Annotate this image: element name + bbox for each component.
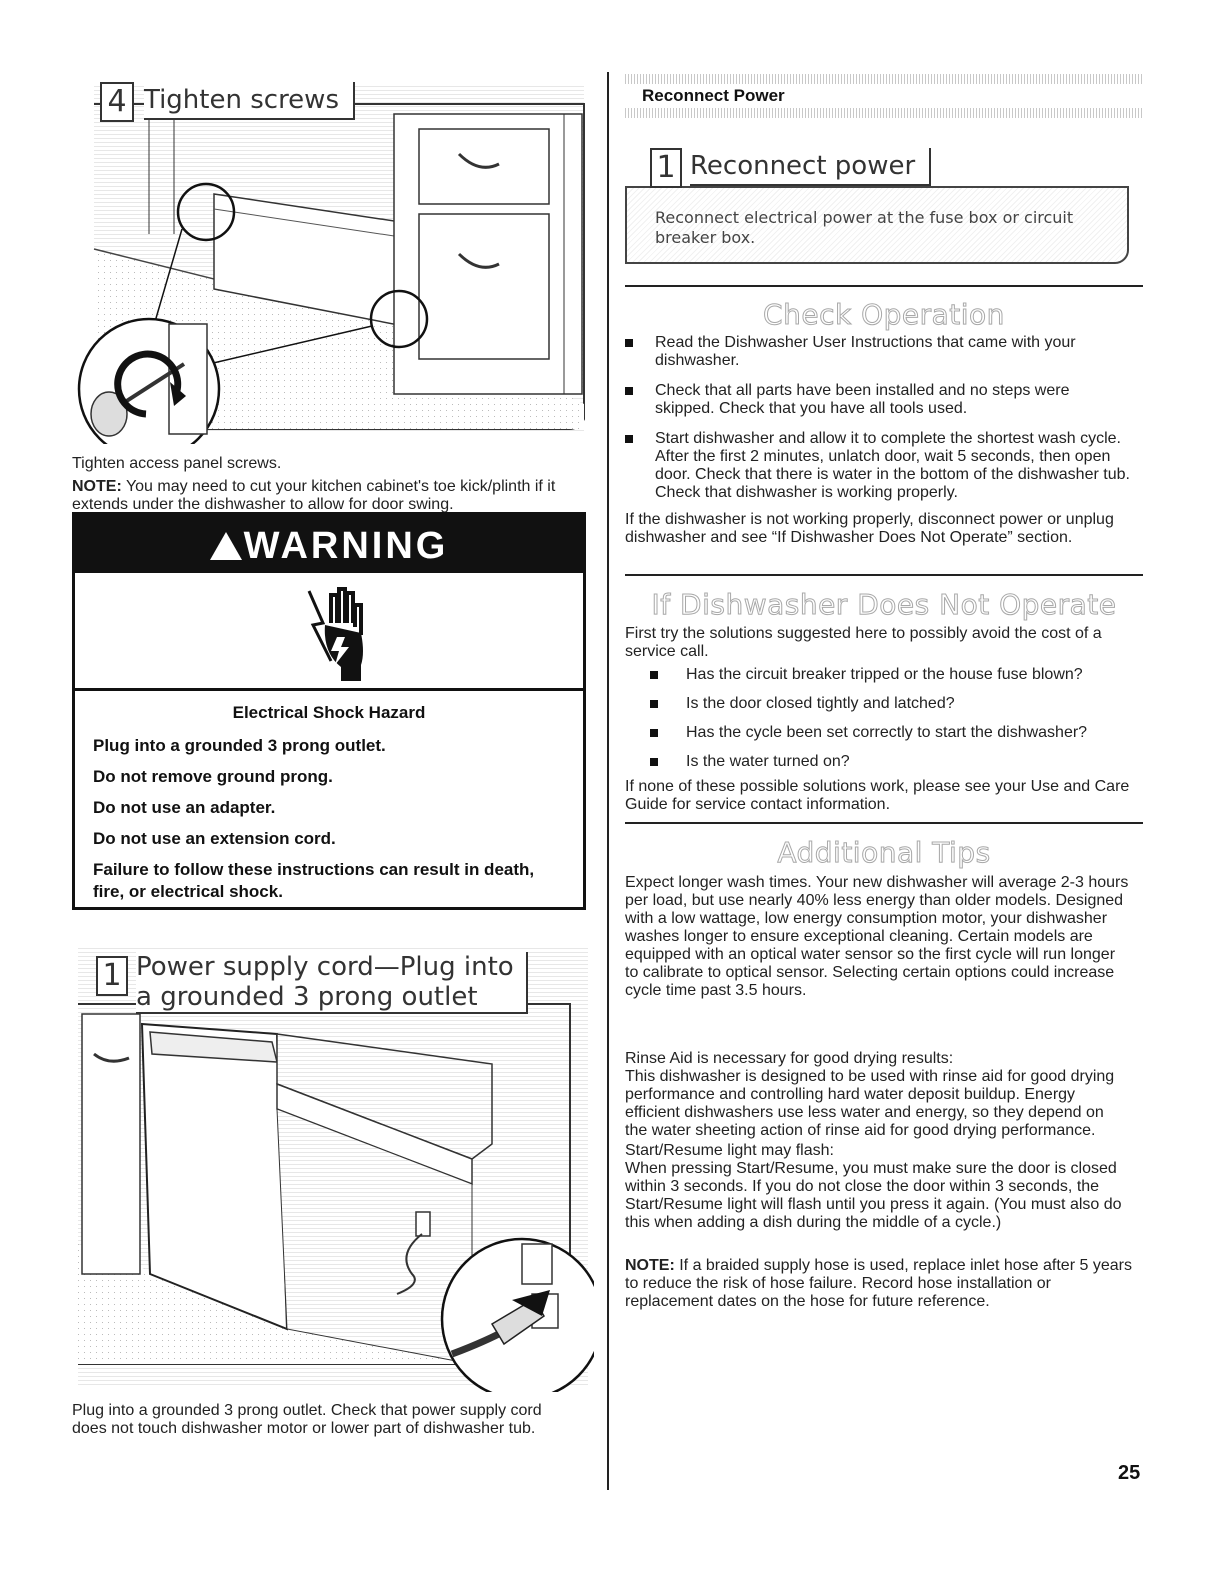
warning-line: Do not remove ground prong.	[93, 767, 333, 786]
check-operation-heading: Check Operation	[763, 298, 1005, 331]
column-divider	[607, 72, 609, 1490]
hazard-title: Electrical Shock Hazard	[232, 703, 426, 722]
divider-check-operation	[625, 285, 1143, 287]
step-1-power-cord-title	[96, 952, 528, 1014]
list-item: Check that all parts have been installed and no steps were skipped. Check that you have all tools used.	[625, 382, 1130, 418]
electrical-shock-warning	[72, 512, 586, 910]
warning-line: Do not use an adapter.	[93, 798, 276, 817]
reconnect-step-title	[650, 148, 931, 188]
tips-start-resume-title: Start/Resume light may flash:	[625, 1142, 834, 1159]
step-4-title	[100, 82, 355, 122]
step-1-caption: Plug into a grounded 3 prong outlet. Check that power supply cord does not touch dishwasher motor or lower part of dishwasher tub.	[72, 1402, 542, 1437]
list-item: Has the cycle been set correctly to start the dishwasher?	[650, 724, 1140, 742]
step-1-number: 1	[96, 956, 128, 996]
divider-additional-tips	[625, 822, 1143, 824]
tips-rinse-aid-title: Rinse Aid is necessary for good drying results:	[625, 1050, 954, 1067]
note-text: If a braided supply hose is used, replace inlet hose after 5 years to reduce the risk of hose failure. Record hose installation or replacement dates on the hose for future reference.	[625, 1257, 1132, 1310]
warning-line: Plug into a grounded 3 prong outlet.	[93, 736, 386, 755]
warning-title: WARNING	[243, 525, 449, 567]
page-number: 25	[1118, 1462, 1141, 1484]
warning-body	[75, 691, 583, 903]
additional-tips-heading: Additional Tips	[777, 836, 991, 869]
list-item: Start dishwasher and allow it to complete the shortest wash cycle. After the first 2 minutes, unlatch door, wait 5 seconds, then open door. Check that there is water in the bottom of the dishwasher tub. Check that dishwasher is working properly.	[625, 430, 1130, 502]
reconnect-header-hatch-bottom	[625, 108, 1143, 118]
shock-hazard-box	[75, 573, 583, 691]
tips-start-resume-text: When pressing Start/Resume, you must make sure the door is closed within 3 seconds. If you do not close the door within 3 seconds, the Start/Resume light will flash until you press it again. (You must also do this when adding a dish during the middle of a cycle.)	[625, 1160, 1122, 1231]
step-1-title-block	[136, 952, 528, 1014]
list-item: Read the Dishwasher User Instructions that came with your dishwasher.	[625, 334, 1130, 370]
reconnect-step-number: 1	[650, 148, 682, 188]
tips-paragraph-1: Expect longer wash times. Your new dishwasher will average 2-3 hours per load, but use nearly 40% less energy than older models. Designed with a low wattage, low energy consumption motor, your dishwasher washes longer to ensure exceptional cleaning. Certain models are equipped with an optical water sensor so the first cycle will run longer to calibrate to optical sensor. Selecting certain options could increase cycle time past 3.5 hours.	[625, 874, 1129, 999]
note-label: NOTE:	[625, 1257, 675, 1274]
step-1-title-line-2: a grounded 3 prong outlet	[136, 982, 478, 1012]
not-operate-followup: If none of these possible solutions work, please see your Use and Care Guide for service contact information.	[625, 778, 1130, 813]
reconnect-step-text: Reconnect electrical power at the fuse box or circuit breaker box.	[655, 208, 1074, 247]
reconnect-header-hatch-top	[625, 74, 1143, 84]
step-4-title-text: Tighten screws	[144, 82, 355, 120]
reconnect-step-title-text: Reconnect power	[690, 148, 931, 186]
warning-header	[75, 515, 583, 573]
cut-toe-kick-note	[72, 478, 592, 514]
divider-not-operate	[625, 574, 1143, 576]
not-operate-list	[650, 666, 1140, 782]
warning-line: Do not use an extension cord.	[93, 829, 336, 848]
list-item: Has the circuit breaker tripped or the house fuse blown?	[650, 666, 1140, 684]
tips-hose-note	[625, 1257, 1140, 1311]
check-operation-list	[625, 334, 1130, 514]
step-4-number: 4	[100, 82, 134, 122]
step-4-caption: Tighten access panel screws.	[72, 455, 282, 472]
tighten-screws-illustration	[74, 74, 592, 444]
not-operate-intro: First try the solutions suggested here to possibly avoid the cost of a service call.	[625, 625, 1102, 660]
warning-line: Failure to follow these instructions can result in death, fire, or electrical shock.	[93, 860, 535, 901]
list-item: Is the door closed tightly and latched?	[650, 695, 1140, 713]
check-operation-followup: If the dishwasher is not working properly, disconnect power or unplug dishwasher and see “If Dishwasher Does Not Operate” section.	[625, 511, 1114, 546]
note-text: You may need to cut your kitchen cabinet's toe kick/plinth if it extends under the dishwasher to allow for door swing.	[72, 478, 556, 513]
not-operate-heading: If Dishwasher Does Not Operate	[651, 588, 1117, 621]
warning-triangle-icon	[210, 532, 242, 560]
note-label: NOTE:	[72, 478, 122, 495]
list-item: Is the water turned on?	[650, 753, 1140, 771]
tips-rinse-aid-text: This dishwasher is designed to be used with rinse aid for good drying performance and controlling hard water deposit buildup. Energy efficient dishwashers use less water and energy, so they depend on the water sheeting action of rinse aid for good drying performance.	[625, 1068, 1115, 1139]
electric-shock-hand-icon	[301, 583, 371, 683]
reconnect-power-label: Reconnect Power	[642, 86, 785, 105]
step-1-title-line-1: Power supply cord—Plug into	[136, 952, 514, 982]
